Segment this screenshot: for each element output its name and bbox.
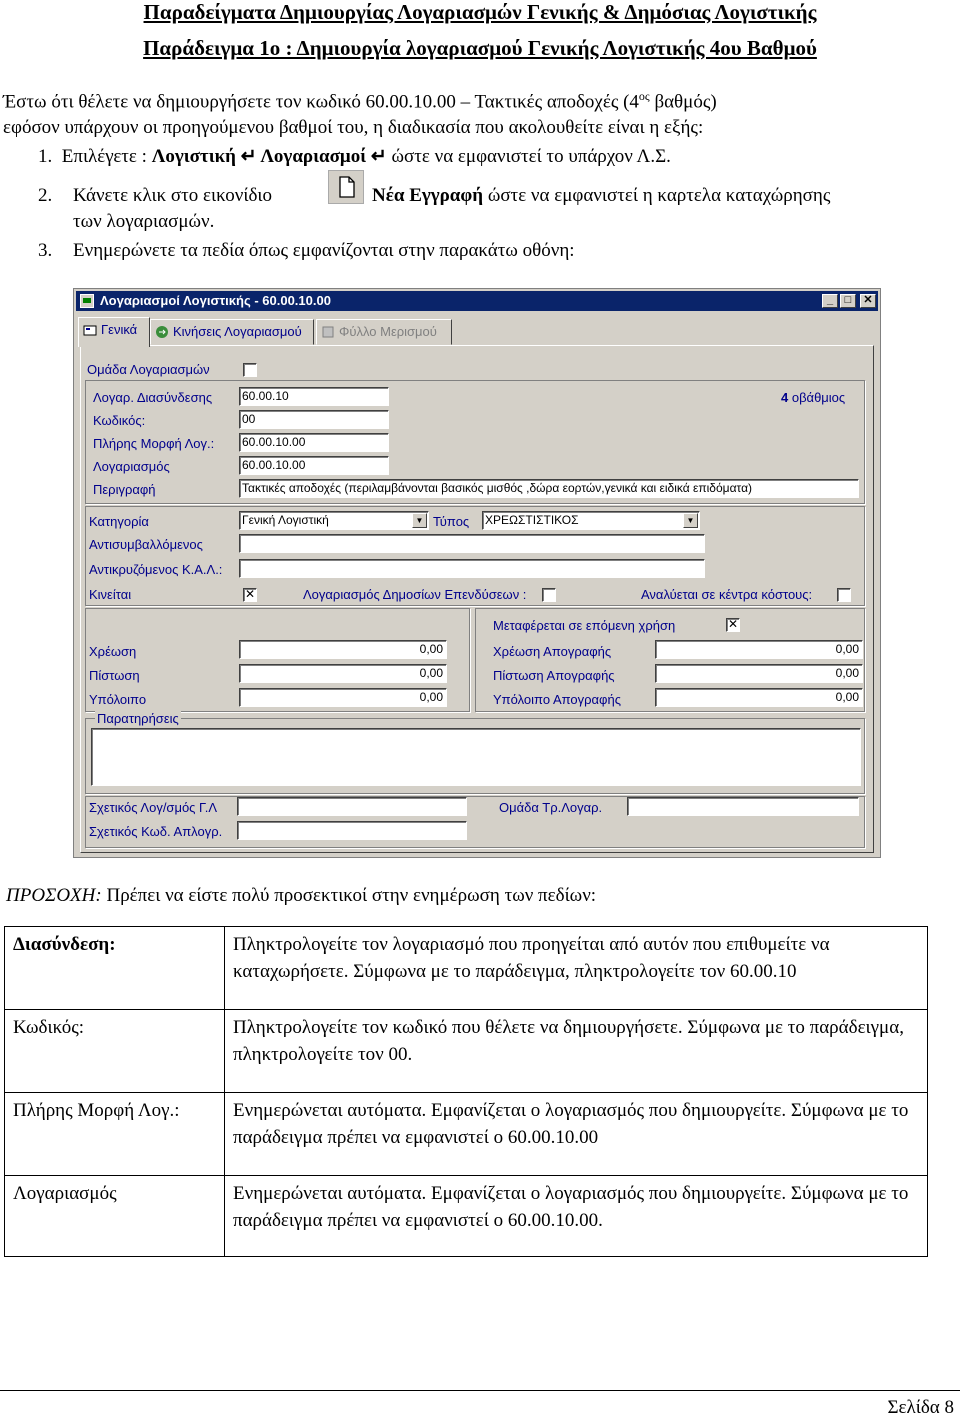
table-row [5, 1176, 928, 1257]
inventory-credit-label: Πίστωση Απογραφής [493, 668, 615, 683]
debit-field[interactable]: 0,00 [239, 640, 447, 659]
enter-arrow-icon: ↵ [366, 146, 392, 167]
cost-centers-checkbox[interactable] [837, 588, 851, 602]
table-cell-description: Πληκτρολογείτε τον κωδικό που θέλετε να δημιουργήσετε. Σύμφωνα με το παράδειγμα, πληκτρολογείτε τον 00. [225, 1010, 928, 1093]
full-form-field[interactable]: 60.00.10.00 [239, 433, 389, 452]
step-2-suffix: ώστε να εμφανιστεί η καρτελα καταχώρησης [483, 185, 831, 206]
transfer-checkbox[interactable]: ✕ [727, 617, 739, 631]
link-account-label: Λογαρ. Διασύνδεσης [93, 390, 213, 405]
table-cell-field: Διασύνδεση: [5, 927, 225, 1010]
minimize-button[interactable]: _ [822, 294, 838, 308]
account-label: Λογαριασμός [93, 459, 170, 474]
inventory-credit-field[interactable]: 0,00 [655, 664, 863, 683]
general-tab-icon [83, 323, 97, 337]
footer-divider [0, 1390, 960, 1391]
bank-group-field[interactable] [627, 797, 859, 816]
degree-indicator [781, 390, 845, 405]
type-label: Τύπος [433, 514, 470, 529]
public-investment-label: Λογαριασμός Δημοσίων Επενδύσεων : [303, 587, 527, 602]
step-1-menu-accounting: Λογιστική [151, 146, 236, 167]
step-2-rest [372, 185, 830, 207]
step-2-number: 2. [38, 185, 53, 206]
type-select[interactable] [482, 511, 700, 530]
counterparty-label: Αντισυμβαλλόμενος [89, 537, 203, 552]
account-field[interactable]: 60.00.10.00 [239, 456, 389, 475]
table-cell-description: Πληκτρολογείτε τον λογαριασμό που προηγείται από αυτόν που επιθυμείτε να καταχωρήσετε. Σύμφωνα με το παράδειγμα, πληκτρολογείτε τον 60.00.10 [225, 927, 928, 1010]
credit-label: Πίστωση [89, 668, 140, 683]
maximize-button[interactable]: □ [840, 294, 856, 308]
balance-field[interactable]: 0,00 [239, 688, 447, 707]
document-icon [329, 171, 363, 203]
account-group-label: Ομάδα Λογαριασμών [87, 362, 210, 377]
balance-label: Υπόλοιπο [89, 692, 147, 707]
account-group-checkbox[interactable] [243, 363, 257, 377]
intro-text-a: Έστω ότι θέλετε να δημιουργήσετε τον κωδικό 60.00.10.00 – Τακτικές αποδοχές (4 [3, 91, 639, 113]
transfer-label: Μεταφέρεται σε επόμενη χρήση [493, 618, 676, 633]
intro-text-b: βαθμός) [649, 91, 717, 113]
table-cell-field: Κωδικός: [5, 1010, 225, 1093]
app-icon [80, 294, 94, 308]
step-1-text: Επιλέγετε : [61, 146, 152, 167]
link-account-field[interactable]: 60.00.10 [239, 387, 389, 406]
step-1 [38, 145, 671, 168]
related-inventory-label: Σχετικός Κωδ. Απλογρ. [89, 824, 223, 839]
debit-label: Χρέωση [89, 644, 137, 659]
table-cell-field: Πλήρης Μορφή Λογ.: [5, 1093, 225, 1176]
page-title: Παραδείγματα Δημιουργίας Λογαριασμών Γενικής & Δημόσιας Λογιστικής [143, 0, 817, 24]
inventory-debit-label: Χρέωση Απογραφής [493, 644, 612, 659]
window-titlebar [76, 291, 878, 311]
caution-line [6, 885, 596, 907]
caution-text: Πρέπει να είστε πολύ προσεκτικοί στην ενημέρωση των πεδίων: [101, 885, 597, 906]
public-investment-checkbox[interactable] [542, 588, 556, 602]
related-gl-field[interactable] [237, 797, 467, 816]
bank-group-label: Ομάδα Τρ.Λογαρ. [499, 800, 603, 815]
inventory-balance-field[interactable]: 0,00 [655, 688, 863, 707]
intro-line-1 [3, 89, 717, 113]
notes-field[interactable] [91, 728, 861, 786]
related-inventory-field[interactable] [237, 821, 467, 840]
tab-general-label: Γενικά [101, 322, 138, 337]
allocation-tab-icon [321, 325, 335, 339]
general-panel [80, 345, 874, 853]
close-button[interactable]: ✕ [860, 294, 876, 308]
tab-general[interactable] [78, 317, 150, 347]
description-field[interactable]: Τακτικές αποδοχές (περιλαμβάνονται βασικός μισθός ,δώρα εορτών,γενικά και ειδικά επιδόματα) [239, 479, 859, 498]
code-field[interactable]: 00 [239, 410, 389, 429]
example-title: Παράδειγμα 1ο : Δημιουργία λογαριασμού Γενικής Λογιστικής 4ου Βαθμού [143, 36, 817, 60]
intro-line-2: εφόσον υπάρχουν οι προηγούμενου βαθμοί του, η διαδικασία που ακολουθείτε είναι η εξής: [3, 117, 704, 138]
moves-checkbox[interactable]: ✕ [244, 587, 256, 601]
chevron-down-icon[interactable]: ▼ [412, 513, 427, 528]
step-3-number: 3. [38, 240, 53, 261]
step-1-menu-accounts: Λογαριασμοί [260, 146, 367, 167]
new-record-icon [328, 170, 364, 204]
description-label: Περιγραφή [93, 482, 156, 497]
notes-label: Παρατηρήσεις [97, 711, 179, 726]
page-number: Σελίδα 8 [887, 1397, 954, 1418]
code-label: Κωδικός: [93, 413, 146, 428]
offset-account-label: Αντικρυζόμενος Κ.Α.Λ.: [89, 562, 223, 577]
tab-account-moves[interactable] [150, 319, 314, 345]
tab-allocation-sheet[interactable] [316, 319, 452, 345]
counterparty-field[interactable] [239, 534, 705, 553]
offset-account-field[interactable] [239, 559, 705, 578]
category-select[interactable] [239, 511, 429, 530]
enter-arrow-icon: ↵ [235, 146, 261, 167]
table-row [5, 1093, 928, 1176]
step-3-text: Ενημερώνετε τα πεδία όπως εμφανίζονται στην παρακάτω οθόνη: [73, 240, 575, 261]
credit-field[interactable]: 0,00 [239, 664, 447, 683]
cost-centers-label: Αναλύεται σε κέντρα κόστους: [641, 587, 813, 602]
step-2-text: Κάνετε κλικ στο εικονίδιο [73, 185, 273, 206]
step-1-suffix: ώστε να εμφανιστεί το υπάρχον Λ.Σ. [391, 146, 671, 167]
type-value: ΧΡΕΩΣΤΙΣΤΙΚΟΣ [485, 513, 579, 527]
step-1-number: 1. [38, 146, 53, 167]
category-label: Κατηγορία [89, 514, 149, 529]
related-gl-label: Σχετικός Λογ/σμός Γ.Λ [89, 800, 218, 815]
accounts-window [73, 288, 881, 858]
table-row [5, 927, 928, 1010]
tab-account-moves-label: Κινήσεις Λογαριασμού [173, 324, 302, 339]
inventory-debit-field[interactable]: 0,00 [655, 640, 863, 659]
table-row [5, 1010, 928, 1093]
inventory-balance-label: Υπόλοιπο Απογραφής [493, 692, 621, 707]
degree-label: οβάθμιος [791, 390, 846, 405]
moves-tab-icon [155, 325, 169, 339]
intro-superscript: ος [638, 89, 650, 103]
tab-allocation-sheet-label: Φύλλο Μερισμού [339, 324, 437, 339]
chevron-down-icon[interactable]: ▼ [683, 513, 698, 528]
step-2-line-2: των λογαριασμών. [73, 211, 215, 232]
window-title: Λογαριασμοί Λογιστικής - 60.00.10.00 [100, 293, 331, 308]
table-cell-field: Λογαριασμός [5, 1176, 225, 1257]
fields-table [4, 926, 928, 1257]
caution-label: ΠΡΟΣΟΧΗ: [6, 885, 102, 906]
full-form-label: Πλήρης Μορφή Λογ.: [93, 436, 215, 451]
table-cell-description: Ενημερώνεται αυτόματα. Εμφανίζεται ο λογαριασμός που δημιουργείτε. Σύμφωνα με το παράδειγμα πρέπει να εμφανιστεί ο 60.00.10.00 [225, 1093, 928, 1176]
table-cell-description: Ενημερώνεται αυτόματα. Εμφανίζεται ο λογαριασμός που δημιουργείτε. Σύμφωνα με το παράδειγμα πρέπει να εμφανιστεί ο 60.00.10.00. [225, 1176, 928, 1257]
new-record-label: Νέα Εγγραφή [372, 185, 484, 206]
degree-number: 4 [781, 390, 792, 405]
category-value: Γενική Λογιστική [242, 513, 329, 527]
moves-label: Κινείται [89, 587, 132, 602]
